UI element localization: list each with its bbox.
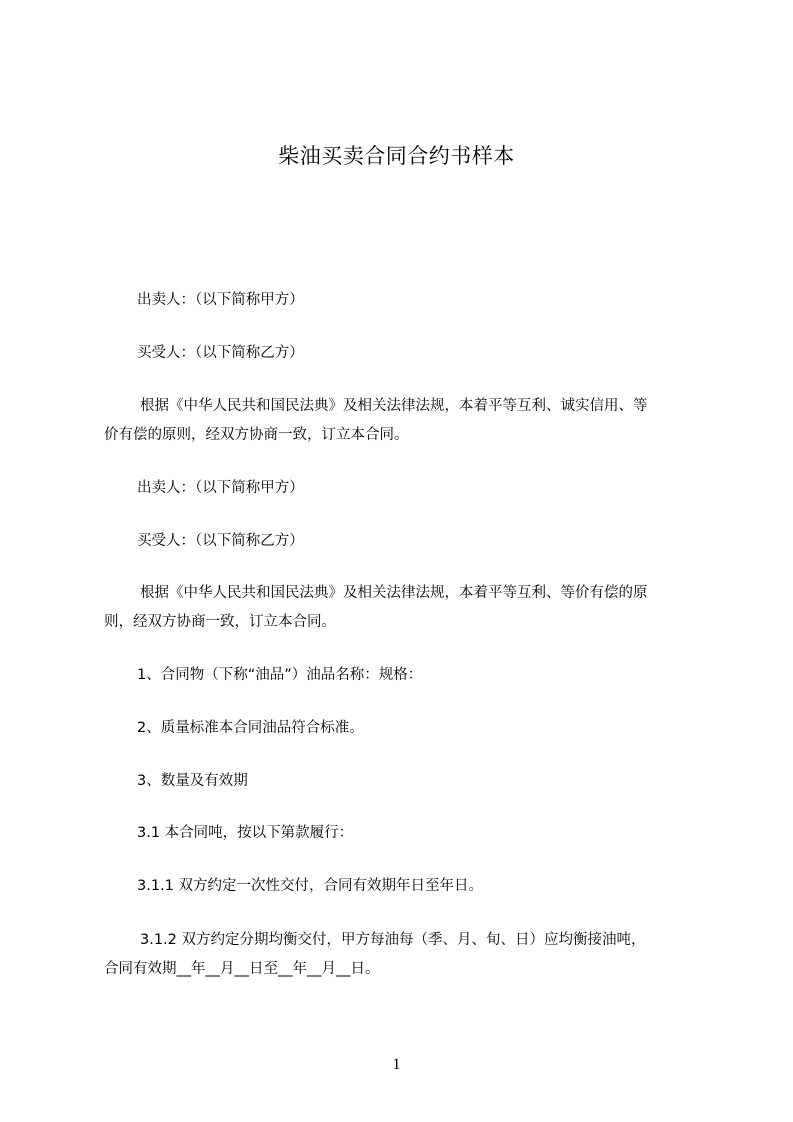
clause-1-subject: 1、合同物（下称“油品”）油品名称：规格：: [137, 667, 423, 683]
seller-line: 出卖人：（以下简称甲方）: [137, 292, 304, 308]
preamble-line-1: 根据《中华人民共和国民法典》及相关法律法规，本着平等互利、诚实信用、等: [140, 398, 648, 414]
clause-3-1-2: [104, 926, 714, 984]
preamble-repeat-line-2: 则，经双方协商一致，订立本合同。: [104, 614, 336, 630]
seller-line-repeat: 出卖人：（以下简称甲方）: [137, 480, 304, 496]
preamble-repeat-line-1: 根据《中华人民共和国民法典》及相关法律法规，本着平等互利、等价有偿的原: [140, 585, 648, 601]
page-number: 1: [392, 1056, 401, 1073]
buyer-line: 买受人：（以下简称乙方）: [137, 345, 304, 361]
clause-3-1-2-line-1: 3.1.2 双方约定分期均衡交付，甲方每油每（季、月、旬、日）应均衡接油吨，: [140, 932, 646, 948]
clause-3-1-1: 3.1.1 双方约定一次性交付，合同有效期年日至年日。: [137, 878, 484, 894]
preamble-paragraph: [104, 392, 714, 450]
document-title: 柴油买卖合同合约书样本: [278, 144, 515, 168]
clause-3-1-2-line-2: 合同有效期__年__月__日至__年__月__日。: [104, 961, 380, 977]
clause-2-quality: 2、质量标准本合同油品符合标准。: [137, 720, 364, 736]
buyer-line-repeat: 买受人：（以下简称乙方）: [137, 533, 304, 549]
clause-3-quantity: 3、数量及有效期: [137, 773, 248, 789]
preamble-paragraph-repeat: [104, 579, 714, 637]
clause-3-1: 3.1 本合同吨，按以下第款履行：: [137, 825, 354, 841]
preamble-line-2: 价有偿的原则，经双方协商一致，订立本合同。: [104, 427, 409, 443]
